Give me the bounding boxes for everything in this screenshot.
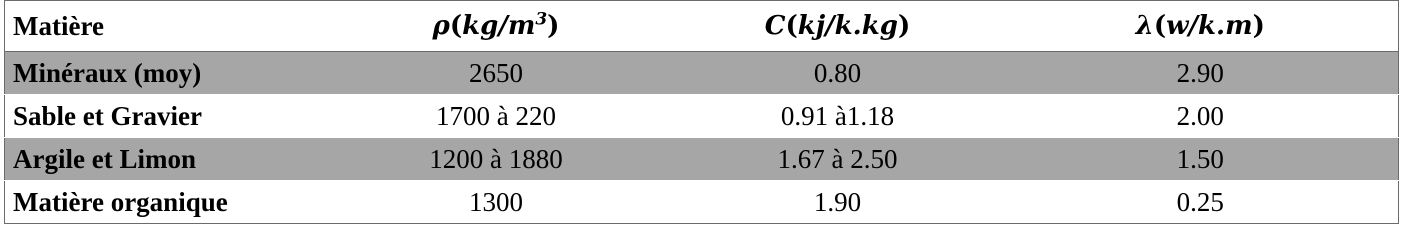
heat-capacity-unit: kj/k.kg [797, 11, 898, 41]
density-value: 1700 à 220 [320, 95, 673, 138]
table-row [5, 181, 1399, 224]
density-value: 1300 [320, 181, 673, 224]
properties-table [4, 0, 1399, 224]
conductivity-value: 0.25 [1003, 181, 1399, 224]
material-name: Sable et Gravier [5, 95, 320, 138]
header-heat-capacity: C(kj/k.kg) [673, 1, 1003, 52]
material-name: Matière organique [5, 181, 320, 224]
header-density: $\rho(kg/m^3)$ [320, 1, 673, 52]
material-name: Argile et Limon [5, 138, 320, 181]
heat-capacity-value: 1.90 [673, 181, 1003, 224]
header-row [5, 1, 1399, 52]
conductivity-value: 1.50 [1003, 138, 1399, 181]
heat-capacity-value: 1.67 à 2.50 [673, 138, 1003, 181]
table-row [5, 52, 1399, 95]
table-row [5, 95, 1399, 138]
table-row [5, 138, 1399, 181]
header-conductivity: λ(w/k.m) [1003, 1, 1399, 52]
conductivity-value: 2.90 [1003, 52, 1399, 95]
heat-capacity-symbol: C [764, 11, 786, 41]
conductivity-symbol: λ [1135, 11, 1154, 41]
conductivity-value: 2.00 [1003, 95, 1399, 138]
material-name: Minéraux (moy) [5, 52, 320, 95]
heat-capacity-value: 0.91 à1.18 [673, 95, 1003, 138]
density-value: 2650 [320, 52, 673, 95]
heat-capacity-value: 0.80 [673, 52, 1003, 95]
header-material: Matière [5, 1, 320, 52]
density-unit: kg/m [462, 11, 536, 41]
conductivity-unit: w/k.m [1166, 11, 1253, 41]
density-value: 1200 à 1880 [320, 138, 673, 181]
density-symbol: ρ [432, 11, 450, 41]
density-exponent: 3 [535, 9, 548, 30]
